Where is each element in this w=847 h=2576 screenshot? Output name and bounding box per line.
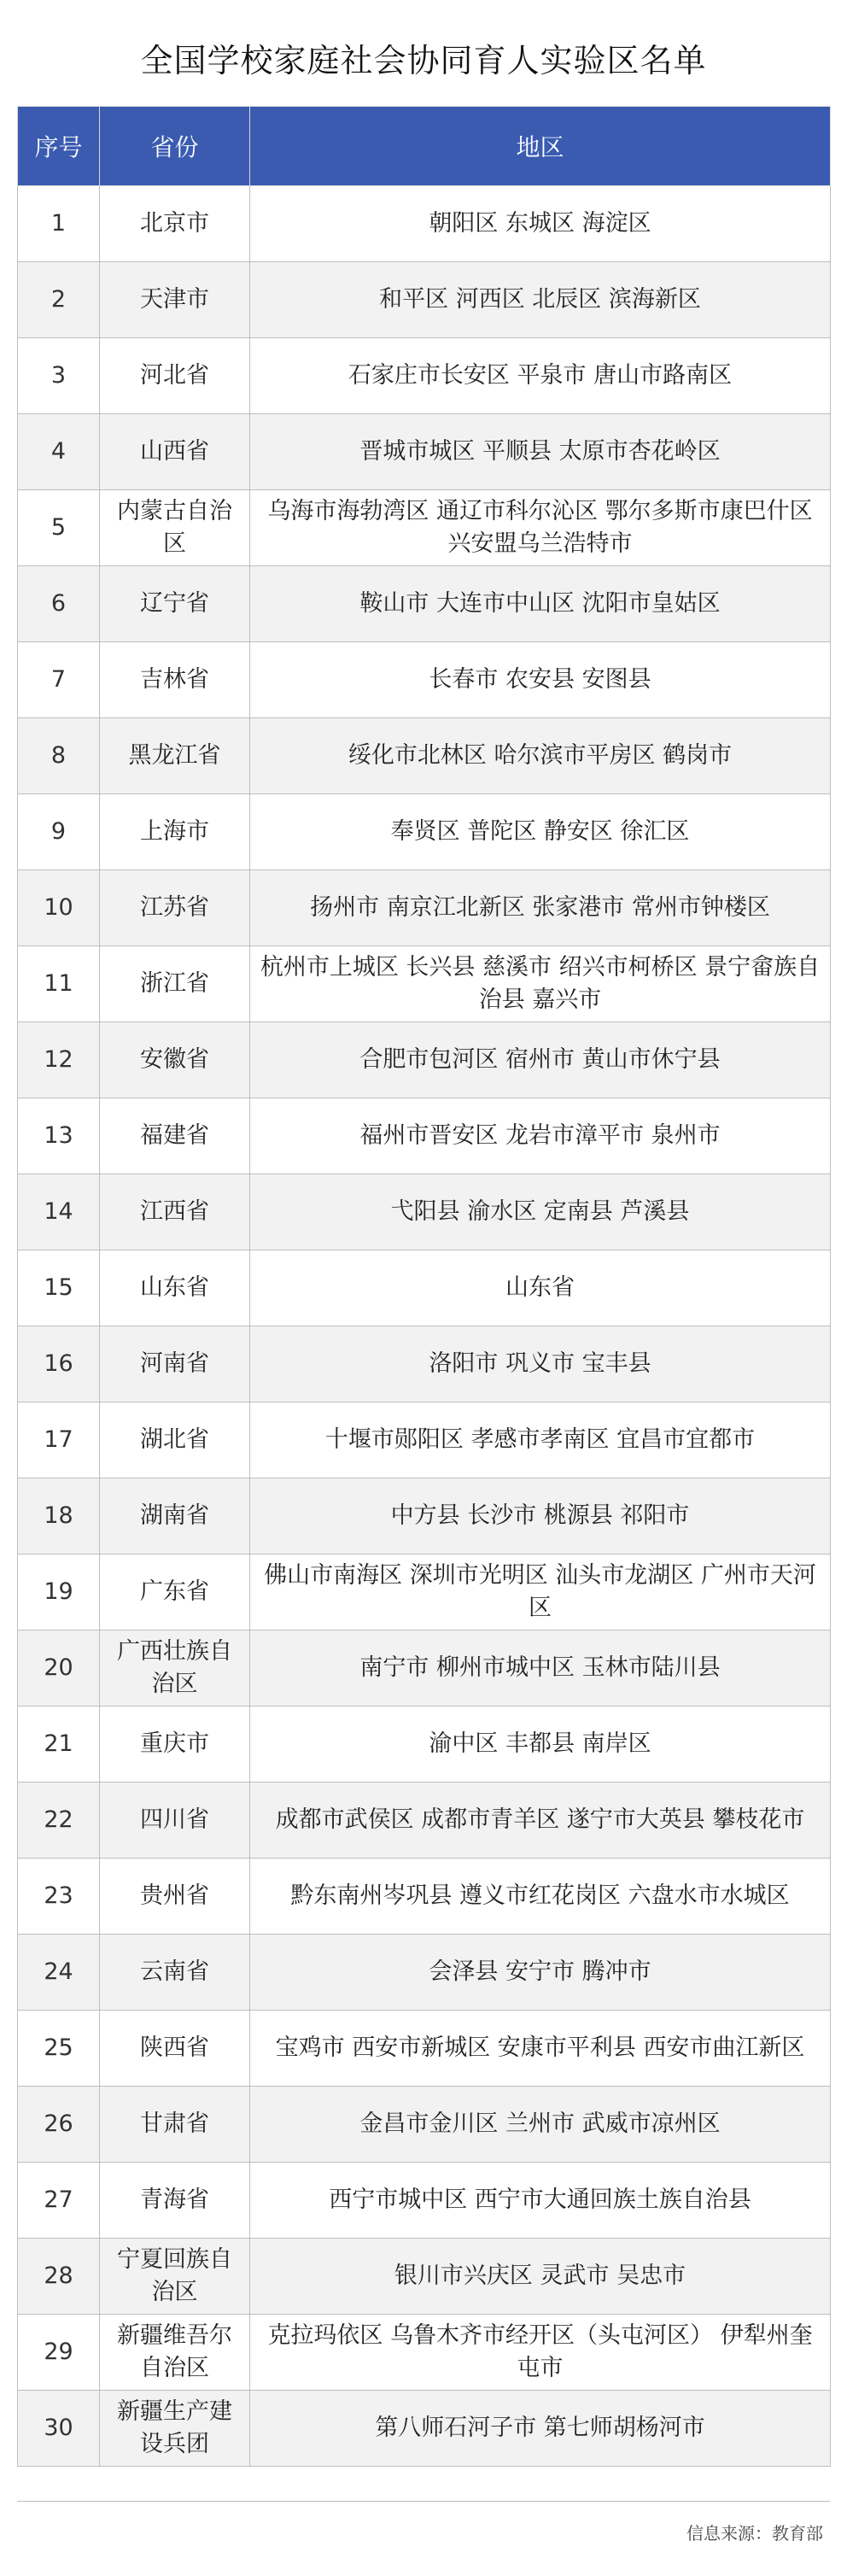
table-row <box>18 2011 831 2087</box>
cell-no: 10 <box>18 870 100 946</box>
page-title: 全国学校家庭社会协同育人实验区名单 <box>140 42 707 79</box>
cell-region: 扬州市 南京江北新区 张家港市 常州市钟楼区 <box>250 870 831 946</box>
cell-region: 长春市 农安县 安图县 <box>250 642 831 718</box>
cell-province: 新疆生产建设兵团 <box>100 2391 250 2467</box>
cell-region: 佛山市南海区 深圳市光明区 汕头市龙湖区 广州市天河区 <box>250 1554 831 1630</box>
cell-no: 29 <box>18 2315 100 2391</box>
cell-province: 新疆维吾尔自治区 <box>100 2315 250 2391</box>
cell-region: 杭州市上城区 长兴县 慈溪市 绍兴市柯桥区 景宁畲族自治县 嘉兴市 <box>250 946 831 1022</box>
cell-no: 17 <box>18 1402 100 1478</box>
cell-province: 宁夏回族自治区 <box>100 2239 250 2315</box>
cell-province: 四川省 <box>100 1783 250 1859</box>
cell-no: 27 <box>18 2163 100 2239</box>
cell-region: 绥化市北林区 哈尔滨市平房区 鹤岗市 <box>250 718 831 794</box>
table-row <box>18 1859 831 1935</box>
cell-no: 6 <box>18 566 100 642</box>
cell-no: 12 <box>18 1022 100 1098</box>
table-row <box>18 262 831 338</box>
table-row <box>18 1402 831 1478</box>
table-row <box>18 1250 831 1326</box>
table-row <box>18 642 831 718</box>
cell-region: 中方县 长沙市 桃源县 祁阳市 <box>250 1478 831 1554</box>
cell-province: 贵州省 <box>100 1859 250 1935</box>
cell-region: 晋城市城区 平顺县 太原市杏花岭区 <box>250 414 831 490</box>
cell-province: 湖南省 <box>100 1478 250 1554</box>
cell-province: 湖北省 <box>100 1402 250 1478</box>
table-row <box>18 1630 831 1707</box>
cell-no: 13 <box>18 1098 100 1174</box>
cell-region: 石家庄市长安区 平泉市 唐山市路南区 <box>250 338 831 414</box>
header-cell-province: 省份 <box>100 107 250 186</box>
cell-province: 甘肃省 <box>100 2087 250 2163</box>
table-row <box>18 718 831 794</box>
table-row <box>18 794 831 870</box>
cell-region: 洛阳市 巩义市 宝丰县 <box>250 1326 831 1402</box>
cell-region: 山东省 <box>250 1250 831 1326</box>
header-row <box>18 107 831 186</box>
cell-region: 合肥市包河区 宿州市 黄山市休宁县 <box>250 1022 831 1098</box>
cell-no: 24 <box>18 1935 100 2011</box>
table-row <box>18 2087 831 2163</box>
table-row <box>18 1935 831 2011</box>
cell-region: 第八师石河子市 第七师胡杨河市 <box>250 2391 831 2467</box>
cell-no: 15 <box>18 1250 100 1326</box>
cell-region: 福州市晋安区 龙岩市漳平市 泉州市 <box>250 1098 831 1174</box>
table-row <box>18 566 831 642</box>
cell-no: 30 <box>18 2391 100 2467</box>
cell-no: 26 <box>18 2087 100 2163</box>
cell-no: 5 <box>18 490 100 566</box>
cell-province: 陕西省 <box>100 2011 250 2087</box>
table-row <box>18 1022 831 1098</box>
table-row <box>18 1326 831 1402</box>
table-row <box>18 1478 831 1554</box>
cell-province: 江西省 <box>100 1174 250 1250</box>
cell-region: 西宁市城中区 西宁市大通回族土族自治县 <box>250 2163 831 2239</box>
cell-province: 江苏省 <box>100 870 250 946</box>
cell-province: 内蒙古自治区 <box>100 490 250 566</box>
cell-region: 乌海市海勃湾区 通辽市科尔沁区 鄂尔多斯市康巴什区 兴安盟乌兰浩特市 <box>250 490 831 566</box>
cell-region: 弋阳县 渝水区 定南县 芦溪县 <box>250 1174 831 1250</box>
cell-province: 北京市 <box>100 186 250 262</box>
table-row <box>18 2391 831 2467</box>
cell-province: 山东省 <box>100 1250 250 1326</box>
cell-no: 21 <box>18 1707 100 1783</box>
table-row <box>18 1098 831 1174</box>
table-row <box>18 2163 831 2239</box>
table-row <box>18 2315 831 2391</box>
cell-region: 银川市兴庆区 灵武市 吴忠市 <box>250 2239 831 2315</box>
cell-region: 宝鸡市 西安市新城区 安康市平利县 西安市曲江新区 <box>250 2011 831 2087</box>
table-row <box>18 870 831 946</box>
cell-no: 2 <box>18 262 100 338</box>
cell-no: 4 <box>18 414 100 490</box>
table-row <box>18 1783 831 1859</box>
cell-no: 16 <box>18 1326 100 1402</box>
cell-region: 和平区 河西区 北辰区 滨海新区 <box>250 262 831 338</box>
bottom-divider <box>17 2501 830 2502</box>
cell-province: 福建省 <box>100 1098 250 1174</box>
table-body <box>18 186 831 2467</box>
cell-no: 14 <box>18 1174 100 1250</box>
cell-no: 23 <box>18 1859 100 1935</box>
cell-province: 辽宁省 <box>100 566 250 642</box>
cell-region: 鞍山市 大连市中山区 沈阳市皇姑区 <box>250 566 831 642</box>
cell-province: 上海市 <box>100 794 250 870</box>
cell-no: 9 <box>18 794 100 870</box>
table-row <box>18 946 831 1022</box>
cell-no: 7 <box>18 642 100 718</box>
experimental-zones-table <box>17 106 831 2467</box>
cell-region: 会泽县 安宁市 腾冲市 <box>250 1935 831 2011</box>
table-row <box>18 1554 831 1630</box>
header-cell-region: 地区 <box>250 107 831 186</box>
cell-region: 金昌市金川区 兰州市 武威市凉州区 <box>250 2087 831 2163</box>
cell-province: 安徽省 <box>100 1022 250 1098</box>
table-row <box>18 186 831 262</box>
cell-no: 20 <box>18 1630 100 1707</box>
cell-province: 浙江省 <box>100 946 250 1022</box>
cell-province: 黑龙江省 <box>100 718 250 794</box>
table-row <box>18 1174 831 1250</box>
cell-province: 广东省 <box>100 1554 250 1630</box>
cell-province: 河北省 <box>100 338 250 414</box>
cell-region: 成都市武侯区 成都市青羊区 遂宁市大英县 攀枝花市 <box>250 1783 831 1859</box>
cell-region: 克拉玛依区 乌鲁木齐市经开区（头屯河区） 伊犁州奎屯市 <box>250 2315 831 2391</box>
cell-region: 南宁市 柳州市城中区 玉林市陆川县 <box>250 1630 831 1707</box>
cell-province: 河南省 <box>100 1326 250 1402</box>
cell-no: 28 <box>18 2239 100 2315</box>
table-row <box>18 2239 831 2315</box>
table-row <box>18 1707 831 1783</box>
cell-region: 朝阳区 东城区 海淀区 <box>250 186 831 262</box>
table-header <box>18 107 831 186</box>
table-row <box>18 414 831 490</box>
cell-no: 18 <box>18 1478 100 1554</box>
cell-province: 青海省 <box>100 2163 250 2239</box>
cell-province: 山西省 <box>100 414 250 490</box>
cell-no: 22 <box>18 1783 100 1859</box>
cell-province: 天津市 <box>100 262 250 338</box>
cell-province: 吉林省 <box>100 642 250 718</box>
cell-region: 黔东南州岑巩县 遵义市红花岗区 六盘水市水城区 <box>250 1859 831 1935</box>
cell-region: 奉贤区 普陀区 静安区 徐汇区 <box>250 794 831 870</box>
cell-no: 19 <box>18 1554 100 1630</box>
cell-no: 8 <box>18 718 100 794</box>
cell-province: 云南省 <box>100 1935 250 2011</box>
cell-province: 重庆市 <box>100 1707 250 1783</box>
cell-province: 广西壮族自治区 <box>100 1630 250 1707</box>
cell-no: 25 <box>18 2011 100 2087</box>
source-note: 信息来源：教育部 <box>686 2523 823 2544</box>
table-row <box>18 338 831 414</box>
cell-region: 渝中区 丰都县 南岸区 <box>250 1707 831 1783</box>
table-row <box>18 490 831 566</box>
cell-no: 1 <box>18 186 100 262</box>
header-cell-no: 序号 <box>18 107 100 186</box>
cell-region: 十堰市郧阳区 孝感市孝南区 宜昌市宜都市 <box>250 1402 831 1478</box>
cell-no: 11 <box>18 946 100 1022</box>
cell-no: 3 <box>18 338 100 414</box>
